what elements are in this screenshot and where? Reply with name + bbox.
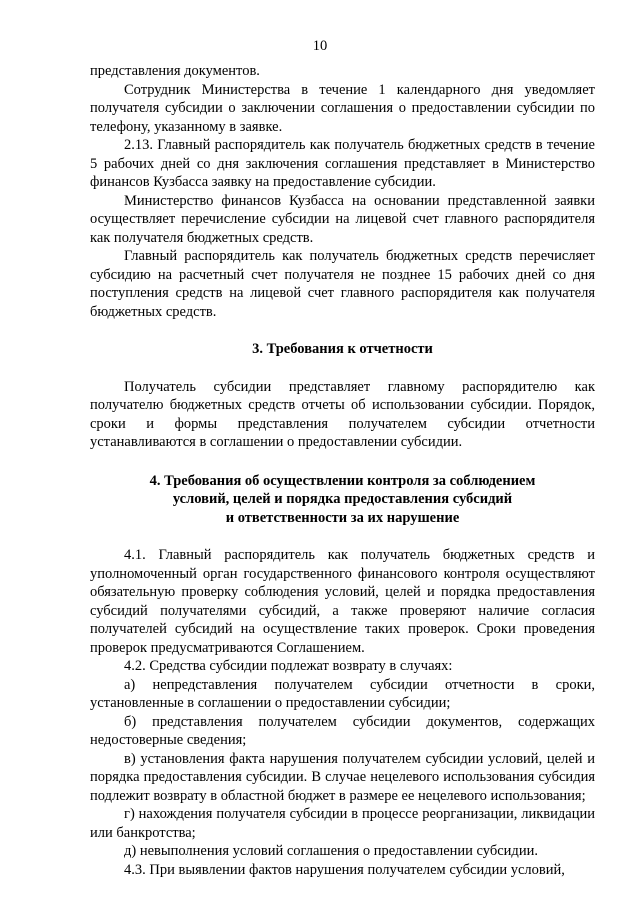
list-item: б) представления получателем субсидии документов, содержащих недостоверные сведения; [90, 713, 595, 748]
paragraph: Сотрудник Министерства в течение 1 календарного дня уведомляет получателя субсидии о заключении соглашения о предоставлении субсидии по телефону, указанному в заявке. [90, 81, 595, 135]
section-4-heading-line: условий, целей и порядка предоставления субсидий [172, 491, 513, 507]
list-item: а) непредставления получателем субсидии отчетности в сроки, установленные в соглашении о предоставлении субсидии; [90, 676, 595, 711]
list-item: в) установления факта нарушения получателем субсидии условий, целей и порядка предоставления субсидии. В случае нецелевого использования субсидия подлежит возврату в областной бюджет в размере ее нецелевого использования; [90, 750, 595, 804]
document-body [90, 62, 595, 879]
paragraph: 4.2. Средства субсидии подлежат возврату в случаях: [124, 658, 453, 674]
section-4-heading-line: и ответственности за их нарушение [225, 509, 460, 526]
paragraph: Главный распорядитель как получатель бюджетных средств перечисляет субсидию на расчетный счет получателя не позднее 15 рабочих дней со дня поступления средств на лицевой счет главного распорядителя как получателя бюджетных средств. [90, 248, 595, 320]
section-4-heading-line: 4. Требования об осуществлении контроля за соблюдением [149, 472, 536, 489]
paragraph: Получатель субсидии представляет главному распорядителю как получателю бюджетных средств отчеты об использовании субсидии. Порядок, сроки и формы представления получателем субсидии отчетности устанавливаются в соглашении о предоставлении субсидии. [90, 378, 595, 450]
paragraph: Министерство финансов Кузбасса на основании представленной заявки осуществляет перечисление субсидии на лицевой счет главного распорядителя как получателя бюджетных средств. [90, 192, 595, 246]
paragraph: 4.1. Главный распорядитель как получатель бюджетных средств и уполномоченный орган государственного финансового контроля осуществляют обязательную проверку соблюдения условий, целей и порядка предоставления субсидий получателями субсидий, а также проверяют наличие согласия получателей субсидий на осуществление таких проверок. Сроки проведения проверок предусматриваются Соглашением. [90, 547, 595, 656]
paragraph: 2.13. Главный распорядитель как получатель бюджетных средств в течение 5 рабочих дней со дня заключения соглашения представляет в Министерство финансов Кузбасса заявку на предоставление субсидии. [90, 137, 595, 190]
paragraph: 4.3. При выявлении фактов нарушения получателем субсидии условий, [124, 861, 565, 878]
list-item: д) невыполнения условий соглашения о предоставлении субсидии. [124, 843, 538, 859]
page-number: 10 [312, 38, 328, 54]
section-4-heading [90, 472, 595, 528]
paragraph: представления документов. [90, 63, 260, 79]
section-3-heading: 3. Требования к отчетности [252, 341, 433, 357]
list-item: г) нахождения получателя субсидии в процессе реорганизации, ликвидации или банкротства; [90, 806, 595, 841]
